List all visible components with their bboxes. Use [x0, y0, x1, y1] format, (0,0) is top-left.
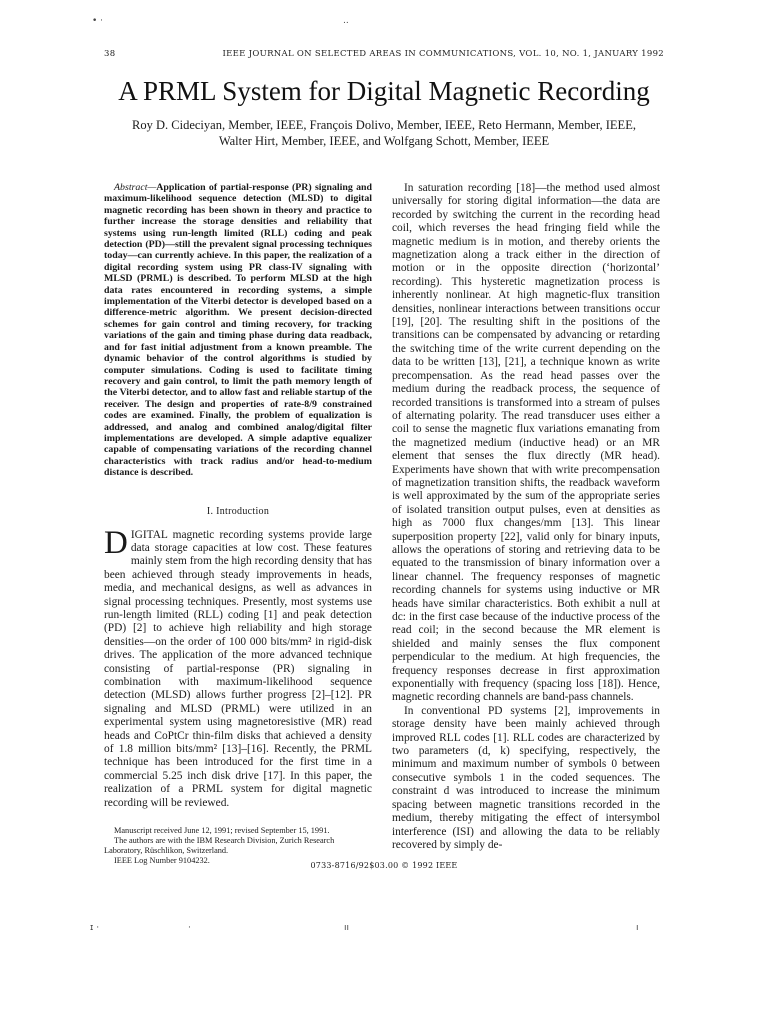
- author-line-2: Walter Hirt, Member, IEEE, and Wolfgang Schott, Member, IEEE: [218, 134, 550, 148]
- left-column: [104, 182, 372, 866]
- page-number: 38: [104, 49, 116, 59]
- drop-cap: D: [104, 524, 128, 561]
- scan-mark-bottom-left: ɪ ·: [90, 923, 100, 933]
- body-paragraph-2: In conventional PD systems [2], improvements in storage density have been mainly achieved through improved RLL codes [1]. RLL codes are characterized by two parameters (d, k) specifying, respectively, the minimum and maximum number of symbols 0 between consecutive symbols 1 in the coded sequences. The constraint d was introduced to increase the minimum spacing between magnetic transitions recorded in the medium, thereby mitigating the effect of intersymbol interference (ISI) and allowing the data to be reliably recovered by simply de-: [392, 704, 660, 851]
- introduction-paragraph: [104, 524, 372, 811]
- abstract-text: Application of partial-response (PR) signaling and maximum-likelihood sequence detection (MLSD) to digital magnetic recording has been shown in theory and practice to further increase the storage densities and reliability that systems using run-length limited (RLL) coding and peak detection (PD)—still the prevalent signal processing techniques today—can currently achieve. In this paper, the realization of a digital recording system using PR class-IV signaling with MLSD (PRML) is described. To perform MLSD at the high data rates encountered in recording systems, a simple implementation of the Viterbi detector is developed based on a difference-metric algorithm. We present decision-directed schemes for gain control and timing recovery, for tracking variations of the gain and timing phase during data readback, and for fast initial adjustment from a known preamble. The dynamic behavior of the control algorithms is studied by computer simulations. Coding is used to facilitate timing recovery and gain control, to limit the path memory length of the Viterbi detector, and to allow fast and reliable startup of the receiver. The design and properties of rate-8/9 constrained codes are examined. Finally, the problem of equalization is addressed, and analog and combined analog/digital filter implementations are developed. A simple adaptive equalizer capable of compensating variations of the recording channel characteristics with track radius and/or head-to-medium distance is described.: [104, 182, 372, 479]
- right-column: [392, 182, 660, 852]
- author-list: [110, 117, 658, 149]
- paper-title: A PRML System for Digital Magnetic Recording: [118, 76, 650, 106]
- scan-mark-top-center: ..: [343, 16, 349, 26]
- scan-mark-bottom-right: ı: [636, 923, 639, 933]
- scan-mark-bottom-center-1: ·: [188, 923, 191, 933]
- scan-mark-bottom-center-2: ıı: [344, 923, 350, 933]
- abstract-lead: Abstract—: [114, 182, 157, 193]
- journal-citation: IEEE JOURNAL ON SELECTED AREAS IN COMMUNICATIONS, VOL. 10, NO. 1, JANUARY 1992: [222, 49, 664, 59]
- footnote-received: Manuscript received June 12, 1991; revised September 15, 1991.: [114, 826, 330, 836]
- author-line-1: Roy D. Cideciyan, Member, IEEE, François Dolivo, Member, IEEE, Reto Hermann, Member, IEEE,: [132, 118, 636, 132]
- footnote-log-number: IEEE Log Number 9104232.: [114, 856, 210, 866]
- scan-mark-top-left: • ·: [92, 16, 104, 26]
- footnote-affiliation: The authors are with the IBM Research Division, Zurich Research Laboratory, Rüschlikon, Switzerland.: [104, 836, 335, 856]
- copyright-line: 0733-8716/92$03.00 © 1992 IEEE: [310, 861, 458, 870]
- section-heading: I. Introduction: [206, 505, 270, 517]
- body-paragraph-1: In saturation recording [18]—the method used almost universally for storing digital information—the data are recorded by switching the current in the recording head coil, which reverses the head fringing field while the magnetic medium is in motion, and thereby orients the magnetization along a track either in the direction of motion or in the opposite direction (‘horizontal’ recording). This hysteretic magnetization process is inherently nonlinear. At high magnetic-flux transition densities, nonlinear interactions between transitions occur [19], [20]. The resulting shift in the positions of the transitions can be compensated by advancing or retarding the switching time of the write current depending on the data to be written [13], [21], a technique known as write precompensation. As the read head passes over the medium during the readback process, the sequence of recorded transitions is transformed into a stream of pulses of alternating polarity. The read transducer uses either a coil to sense the magnetic flux variations emanating from the magnetized medium (inductive head) or an MR element that senses the flux directly (MR head). Experiments have shown that with write precompensation of magnetization transition shifts, the readback waveform is well approximated by the sum of the appropriate series of isolated transition output pulses, even at densities as high as 7000 flux changes/mm [13]. This linear superposition property [22], valid only for binary inputs, allows the operations of storing and retrieving data to be equated to the transmission of binary information over a linear channel. The frequency responses of magnetic recording channels for systems using inductive or MR heads have similar characteristics. Both exhibit a null at dc: in the first case because of the inductive process of the read coil; in the second because the MR element is shielded and mainly senses the flux component perpendicular to the medium. At high frequencies, the frequency responses decrease in first approximation exponentially with frequency (spacing loss [18]). Hence, magnetic recording channels are band-pass channels.: [392, 182, 660, 704]
- abstract: [104, 182, 372, 479]
- introduction-text: IGITAL magnetic recording systems provide large data storage capacities at low cost. These features mainly stem from the high recording density that has been achieved through steady improvements in heads, media, and mechanical designs, as well as advances in signal processing techniques. Presently, most systems use run-length limited (RLL) coding [1] and peak detection (PD) [2] to achieve high reliability and high storage densities—on the order of 100 000 bits/mm² in rigid-disk drives. The application of the more advanced technique consisting of partial-response (PR) signaling in combination with maximum-likelihood sequence detection (MLSD) allows further progress [2]–[12]. PR signaling and MLSD (PRML) were utilized in an experimental system using magnetoresistive (MR) read heads and CoPtCr thin-film disks that achieved a density of 1.8 million bits/mm² [13]–[16]. Recently, the PRML technique has been introduced for the first time in a commercial 5.25 inch disk drive [17]. In this paper, the realization of a PRML system for digital magnetic recording will be reviewed.: [104, 528, 372, 809]
